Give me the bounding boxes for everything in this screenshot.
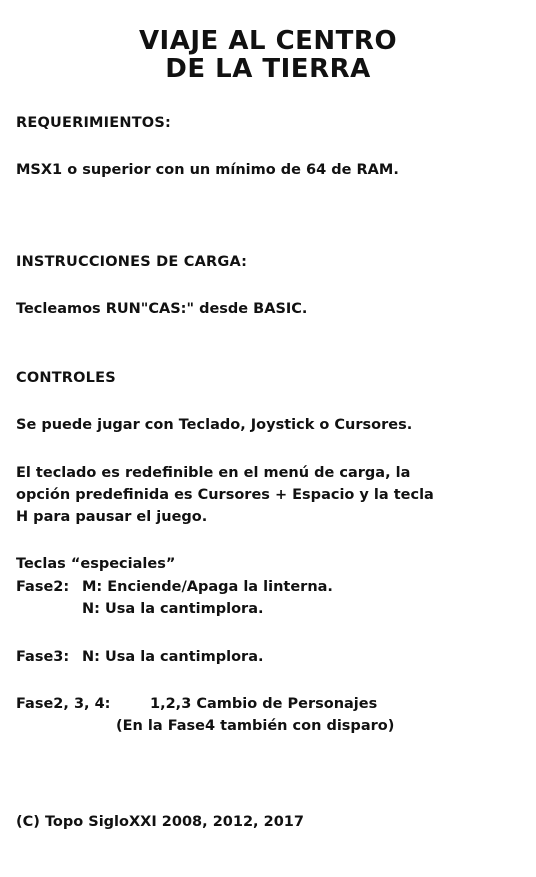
fase2-key-m: M: Enciende/Apaga la linterna.	[82, 579, 333, 595]
controls-heading: CONTROLES	[16, 370, 116, 386]
keyboard-text-line-2: opción predefinida es Cursores + Espacio y la tecla	[16, 487, 434, 503]
fase3-label: Fase3:	[16, 649, 70, 665]
requirements-heading: REQUERIMIENTOS:	[16, 115, 171, 131]
title-line-1: VIAJE AL CENTRO	[138, 26, 398, 56]
copyright: (C) Topo SigloXXI 2008, 2012, 2017	[16, 814, 304, 830]
fase234-text: 1,2,3 Cambio de Personajes	[150, 696, 378, 712]
fase2-label: Fase2:	[16, 579, 70, 595]
keyboard-text-line-1: El teclado es redefinible en el menú de carga, la	[16, 465, 411, 481]
keyboard-text-line-3: H para pausar el juego.	[16, 509, 208, 525]
fase3-key-n: N: Usa la cantimplora.	[82, 649, 264, 665]
fase234-note: (En la Fase4 también con disparo)	[116, 718, 395, 734]
title-line-2: DE LA TIERRA	[165, 54, 371, 84]
fase2-key-n: N: Usa la cantimplora.	[82, 601, 264, 617]
requirements-text: MSX1 o superior con un mínimo de 64 de RAM.	[16, 162, 399, 178]
loading-text: Tecleamos RUN"CAS:" desde BASIC.	[16, 301, 308, 317]
loading-heading: INSTRUCCIONES DE CARGA:	[16, 254, 248, 270]
controls-text: Se puede jugar con Teclado, Joystick o Cursores.	[16, 417, 413, 433]
fase234-label: Fase2, 3, 4:	[16, 696, 111, 712]
special-keys-label: Teclas “especiales”	[16, 556, 176, 572]
